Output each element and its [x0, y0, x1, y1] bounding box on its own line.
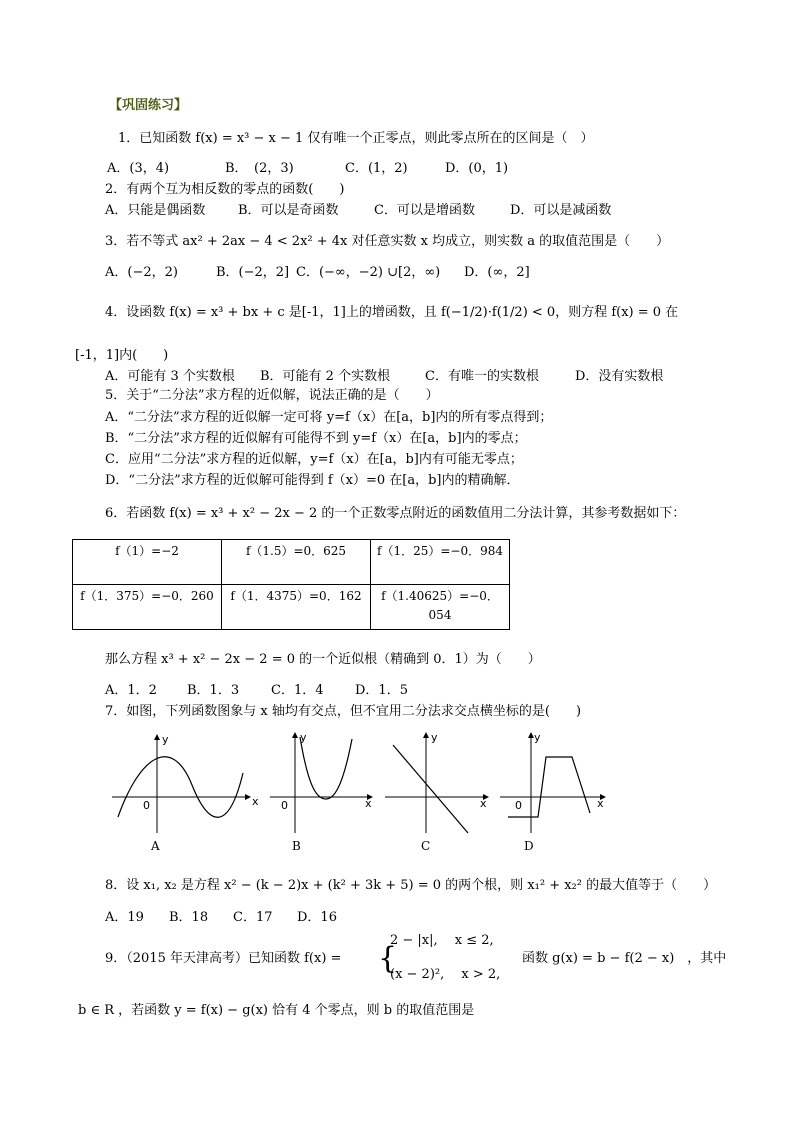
graph-d-x-label: x — [597, 797, 604, 810]
table-cell: f（1．25）=−0．984 — [371, 540, 510, 585]
function-graphs — [0, 725, 794, 865]
question-4-continued: [-1，1]内( ) — [75, 348, 169, 363]
q1-options — [107, 160, 508, 178]
graph-b-x-label: x — [365, 797, 372, 810]
graph-b-origin: 0 — [281, 799, 288, 812]
piecewise-case-1: 2 − |x|, x ≤ 2, — [390, 933, 494, 948]
table-cell: f（1．4375）=0．162 — [222, 585, 371, 630]
question-6: 6．若函数 f(x) = x³ + x² − 2x − 2 的一个正数零点附近的函数值用二分法计算，其参考数据如下： — [105, 506, 686, 521]
q1-option-b: B． (2，3) — [225, 161, 294, 176]
q2-option-c: C．可以是增函数 — [374, 203, 475, 218]
q3-option-c: C．(−∞，−2) ∪[2，∞) — [296, 265, 441, 280]
question-3: 3．若不等式 ax² + 2ax − 4 < 2x² + 4x 对任意实数 x 均成立，则实数 a 的取值范围是（ ） — [105, 234, 670, 249]
question-8: 8．设 x₁, x₂ 是方程 x² − (k − 2)x + (k² + 3k + 5) = 0 的两个根，则 x₁² + x₂² 的最大值等于（ ） — [105, 878, 717, 893]
question-9-prefix: 9．（2015 年天津高考）已知函数 f(x) = — [105, 951, 342, 966]
q6-option-a: A．1．2 — [105, 683, 157, 698]
q5-option-a: A．“二分法”求方程的近似解一定可将 y=f（x）在[a，b]内的所有零点得到； — [105, 410, 553, 425]
section-title: 【巩固练习】 — [109, 98, 188, 113]
q8-option-a: A．19 — [105, 910, 144, 925]
graph-a — [112, 733, 259, 833]
q3-option-d: D．(∞，2] — [464, 265, 530, 280]
q4-option-c: C．有唯一的实数根 — [425, 369, 539, 384]
q1-option-c: C．(1，2) — [345, 161, 408, 176]
piecewise-brace: { — [378, 941, 398, 976]
graph-b-y-label: y — [300, 731, 307, 744]
graph-d-y-label: y — [534, 731, 541, 744]
graph-c-label: C — [421, 839, 431, 853]
table-row — [73, 585, 510, 630]
question-5: 5．关于“二分法”求方程的近似解，说法正确的是（ ） — [105, 388, 439, 403]
q8-option-d: D．16 — [297, 910, 337, 925]
question-9-suffix: 函数 g(x) = b − f(2 − x) ，其中 — [522, 951, 727, 966]
graph-a-y-label: y — [162, 733, 169, 746]
graph-c-y-label: y — [431, 731, 438, 744]
graph-c-x-label: x — [480, 797, 487, 810]
question-6-followup: 那么方程 x³ + x² − 2x − 2 = 0 的一个近似根（精确到 0．1）为（ ） — [105, 652, 541, 667]
question-9-continued: b ∈ R ，若函数 y = f(x) − g(x) 恰有 4 个零点，则 b 的取值范围是 — [78, 1003, 475, 1018]
q6-option-b: B．1．3 — [187, 683, 240, 698]
question-4: 4．设函数 f(x) = x³ + bx + c 是[-1，1]上的增函数，且 f(−1/2)·f(1/2) < 0，则方程 f(x) = 0 在 — [105, 305, 679, 320]
q4-option-d: D．没有实数根 — [575, 369, 664, 384]
graph-b-label: B — [292, 839, 301, 853]
q1-option-d: D．(0，1) — [445, 161, 509, 176]
q1-option-a: A．(3，4) — [107, 161, 170, 176]
question-2: 2．有两个互为相反数的零点的函数( ) — [105, 182, 345, 197]
question-1: 1．已知函数 f(x) = x³ − x − 1 仅有唯一个正零点，则此零点所在的区间是（ ） — [118, 131, 594, 146]
q2-option-b: B．可以是奇函数 — [238, 203, 339, 218]
graph-a-label: A — [151, 839, 160, 853]
q5-option-d: D．“二分法”求方程的近似解可能得到 f（x）=0 在[a，b]内的精确解． — [105, 473, 520, 488]
q2-options — [105, 202, 611, 220]
q2-option-d: D．可以是减函数 — [510, 203, 612, 218]
q3-option-b: B．(−2，2] — [216, 265, 290, 280]
piecewise-case-2: (x − 2)², x > 2, — [390, 967, 501, 982]
q8-option-c: C．17 — [233, 910, 273, 925]
q3-options — [105, 264, 530, 282]
q6-option-d: D．1．5 — [355, 683, 408, 698]
table-cell: f（1）=−2 — [73, 540, 222, 585]
table-row — [73, 540, 510, 585]
q4-option-a: A．可能有 3 个实数根 — [105, 369, 235, 384]
graph-a-x-label: x — [252, 795, 259, 808]
q8-options — [105, 909, 337, 927]
graph-a-origin: 0 — [143, 799, 150, 812]
table-cell: f（1.40625）=−0．054 — [371, 585, 510, 630]
graph-c — [385, 731, 488, 833]
q3-option-a: A．(−2，2) — [105, 265, 178, 280]
reference-data-table — [72, 539, 510, 630]
q6-options — [105, 682, 408, 700]
graph-d-label: D — [524, 839, 534, 853]
q5-option-c: C．应用“二分法”求方程的近似解，y=f（x）在[a，b]内有可能无零点； — [105, 452, 523, 467]
q2-option-a: A．只能是偶函数 — [105, 203, 206, 218]
question-7: 7．如图，下列函数图象与 x 轴均有交点，但不宜用二分法求交点横坐标的是( ) — [105, 704, 582, 719]
q6-option-c: C．1．4 — [271, 683, 324, 698]
table-cell: f（1.5）=0．625 — [222, 540, 371, 585]
q4-options — [105, 368, 663, 386]
q4-option-b: B．可能有 2 个实数根 — [260, 369, 391, 384]
graph-d — [500, 731, 605, 833]
table-cell: f（1．375）=−0．260 — [73, 585, 222, 630]
graph-d-origin: 0 — [515, 799, 522, 812]
graph-b — [270, 731, 372, 833]
q8-option-b: B．18 — [169, 910, 209, 925]
q5-option-b: B．“二分法”求方程的近似解有可能得不到 y=f（x）在[a，b]内的零点； — [105, 431, 527, 446]
